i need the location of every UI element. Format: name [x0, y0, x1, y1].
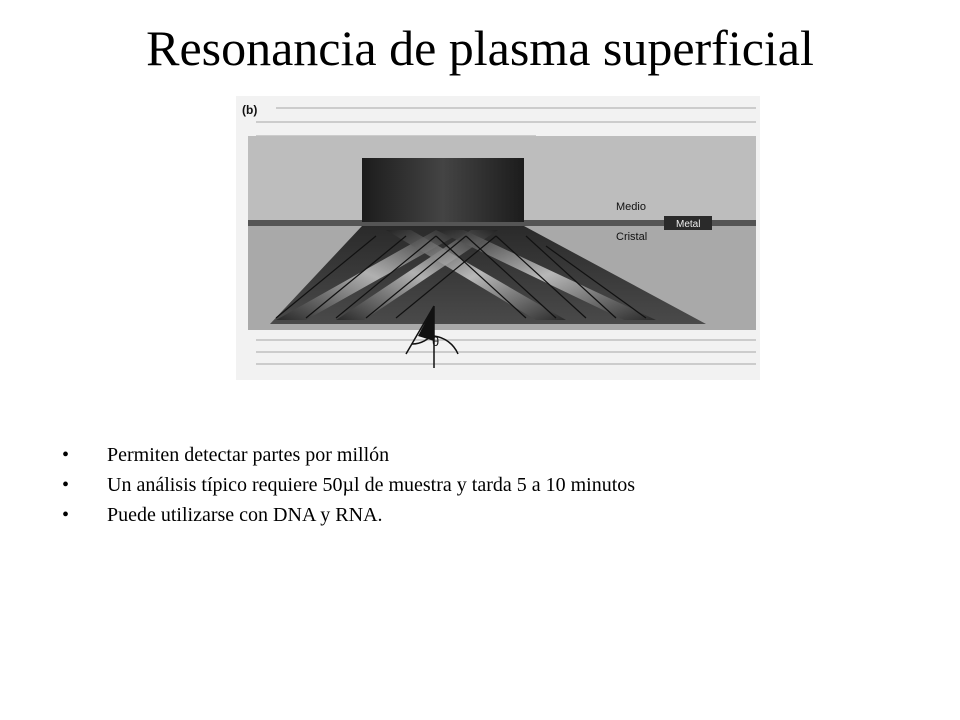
flow-cell	[362, 158, 524, 222]
list-item	[62, 440, 922, 470]
bullet-text: Permiten detectar partes por millón	[107, 444, 390, 466]
bullet-text: Un análisis típico requiere 50µl de muestra y tarda 5 a 10 minutos	[107, 474, 636, 496]
spr-figure	[236, 96, 760, 380]
crystal-label: Cristal	[616, 231, 648, 243]
spr-diagram	[236, 96, 760, 380]
list-item	[62, 500, 922, 530]
bullet-list	[62, 440, 922, 530]
metal-label: Metal	[676, 219, 701, 230]
bullet-marker: •	[62, 444, 70, 466]
slide-title: Resonancia de plasma superficial	[146, 20, 814, 76]
bullet-text: Puede utilizarse con DNA y RNA.	[107, 504, 383, 526]
bullet-marker: •	[62, 474, 70, 496]
bullet-marker: •	[62, 504, 70, 526]
medium-label: Medio	[616, 201, 646, 213]
list-item	[62, 470, 922, 500]
angle-label: θ	[432, 334, 440, 349]
panel-label: (b)	[242, 103, 258, 117]
